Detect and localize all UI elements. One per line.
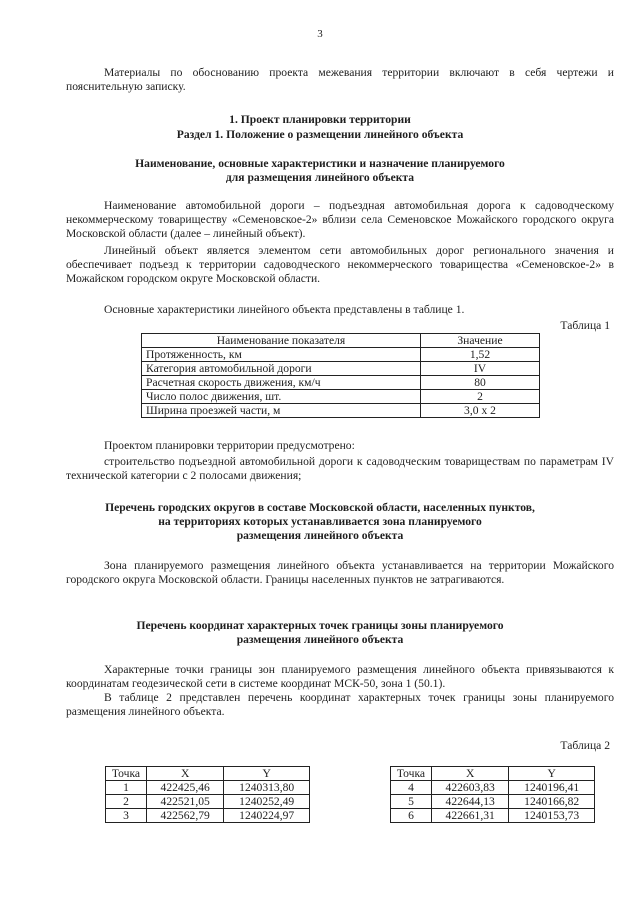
section-title: 1. Проект планировки территории: [229, 113, 411, 126]
point-x: 422562,79: [147, 809, 224, 823]
coordinates-table-left: [105, 766, 310, 823]
name-paragraph: Наименование автомобильной дороги – подъездная автомобильная дорога к садоводческому некоммерческому товариществу «Семеновское-2» вблизи села Семеновское Можайского городского округа Московской области (далее – линейный объект).: [66, 199, 614, 240]
table-row: [391, 809, 595, 823]
point-y: 1240313,80: [224, 781, 310, 795]
point-y: 1240252,49: [224, 795, 310, 809]
row-name: Ширина проезжей части, м: [142, 404, 421, 418]
table-row: [106, 795, 310, 809]
row-name: Протяженность, км: [142, 348, 421, 362]
column-header-value: Значение: [421, 334, 540, 348]
column-header-y: Y: [509, 767, 595, 781]
row-value: 3,0 х 2: [421, 404, 540, 418]
coordinates-table-right: [390, 766, 595, 823]
table-row: [142, 390, 540, 404]
construction-paragraph: строительство подъездной автомобильной дороги к садоводческим товариществам по параметрам IV технической категории с 2 полосами движения;: [66, 455, 614, 482]
row-name: Число полос движения, шт.: [142, 390, 421, 404]
row-name: Расчетная скорость движения, км/ч: [142, 376, 421, 390]
table-row: [106, 781, 310, 795]
column-header-y: Y: [224, 767, 310, 781]
table-row: [142, 362, 540, 376]
row-value: 1,52: [421, 348, 540, 362]
heading-districts-line2: на территориях которых устанавливается зона планируемого: [158, 515, 482, 528]
point-x: 422425,46: [147, 781, 224, 795]
column-header-x: X: [432, 767, 509, 781]
intro-paragraph: Материалы по обоснованию проекта межевания территории включают в себя чертежи и пояснительную записку.: [66, 66, 614, 93]
linear-object-paragraph: Линейный объект является элементом сети автомобильных дорог регионального значения и обеспечивает подъезд к территории садоводческого некоммерческого товарищества «Семеновское-2» в Можайском городском округе Московской области.: [66, 244, 614, 285]
points-paragraph: Характерные точки границы зон планируемого размещения линейного объекта привязываются к координатам геодезической сети в системе координат МСК-50, зона 1 (50.1).: [66, 663, 614, 690]
characteristics-paragraph: Основные характеристики линейного объекта представлены в таблице 1.: [104, 303, 465, 316]
heading-coordinates-line1: Перечень координат характерных точек границы зоны планируемого: [136, 619, 504, 632]
column-header-name: Наименование показателя: [142, 334, 421, 348]
table-row: [391, 781, 595, 795]
heading-characteristics-line1: Наименование, основные характеристики и назначение планируемого: [135, 157, 505, 170]
point-number: 3: [106, 809, 147, 823]
table2-caption: Таблица 2: [560, 739, 610, 752]
table-header-row: [391, 767, 595, 781]
point-number: 6: [391, 809, 432, 823]
row-value: 2: [421, 390, 540, 404]
point-y: 1240153,73: [509, 809, 595, 823]
table-row: [391, 795, 595, 809]
characteristics-table: [141, 333, 540, 418]
row-name: Категория автомобильной дороги: [142, 362, 421, 376]
page-number: 3: [317, 28, 323, 40]
heading-districts-line3: размещения линейного объекта: [236, 529, 404, 542]
row-value: 80: [421, 376, 540, 390]
point-number: 1: [106, 781, 147, 795]
heading-characteristics-line2: для размещения линейного объекта: [225, 171, 415, 184]
table-header-row: [142, 334, 540, 348]
column-header-point: Точка: [391, 767, 432, 781]
table-header-row: [106, 767, 310, 781]
heading-coordinates-line2: размещения линейного объекта: [236, 633, 404, 646]
point-x: 422644,13: [432, 795, 509, 809]
column-header-x: X: [147, 767, 224, 781]
table2-intro-paragraph: В таблице 2 представлен перечень координат характерных точек границы зоны планируемого размещения линейного объекта.: [66, 691, 614, 718]
row-value: IV: [421, 362, 540, 376]
point-y: 1240166,82: [509, 795, 595, 809]
point-y: 1240196,41: [509, 781, 595, 795]
point-number: 4: [391, 781, 432, 795]
table-row: [106, 809, 310, 823]
point-number: 5: [391, 795, 432, 809]
table-row: [142, 376, 540, 390]
heading-districts-line1: Перечень городских округов в составе Московской области, населенных пунктов,: [105, 501, 535, 514]
project-paragraph: Проектом планировки территории предусмотрено:: [104, 439, 355, 452]
point-number: 2: [106, 795, 147, 809]
column-header-point: Точка: [106, 767, 147, 781]
point-x: 422661,31: [432, 809, 509, 823]
point-y: 1240224,97: [224, 809, 310, 823]
table-row: [142, 404, 540, 418]
section-subtitle: Раздел 1. Положение о размещении линейного объекта: [176, 128, 464, 141]
point-x: 422603,83: [432, 781, 509, 795]
point-x: 422521,05: [147, 795, 224, 809]
table-row: [142, 348, 540, 362]
table1-caption: Таблица 1: [560, 319, 610, 332]
zone-paragraph: Зона планируемого размещения линейного объекта устанавливается на территории Можайского городского округа Московской области. Границы населенных пунктов не затрагиваются.: [66, 559, 614, 586]
